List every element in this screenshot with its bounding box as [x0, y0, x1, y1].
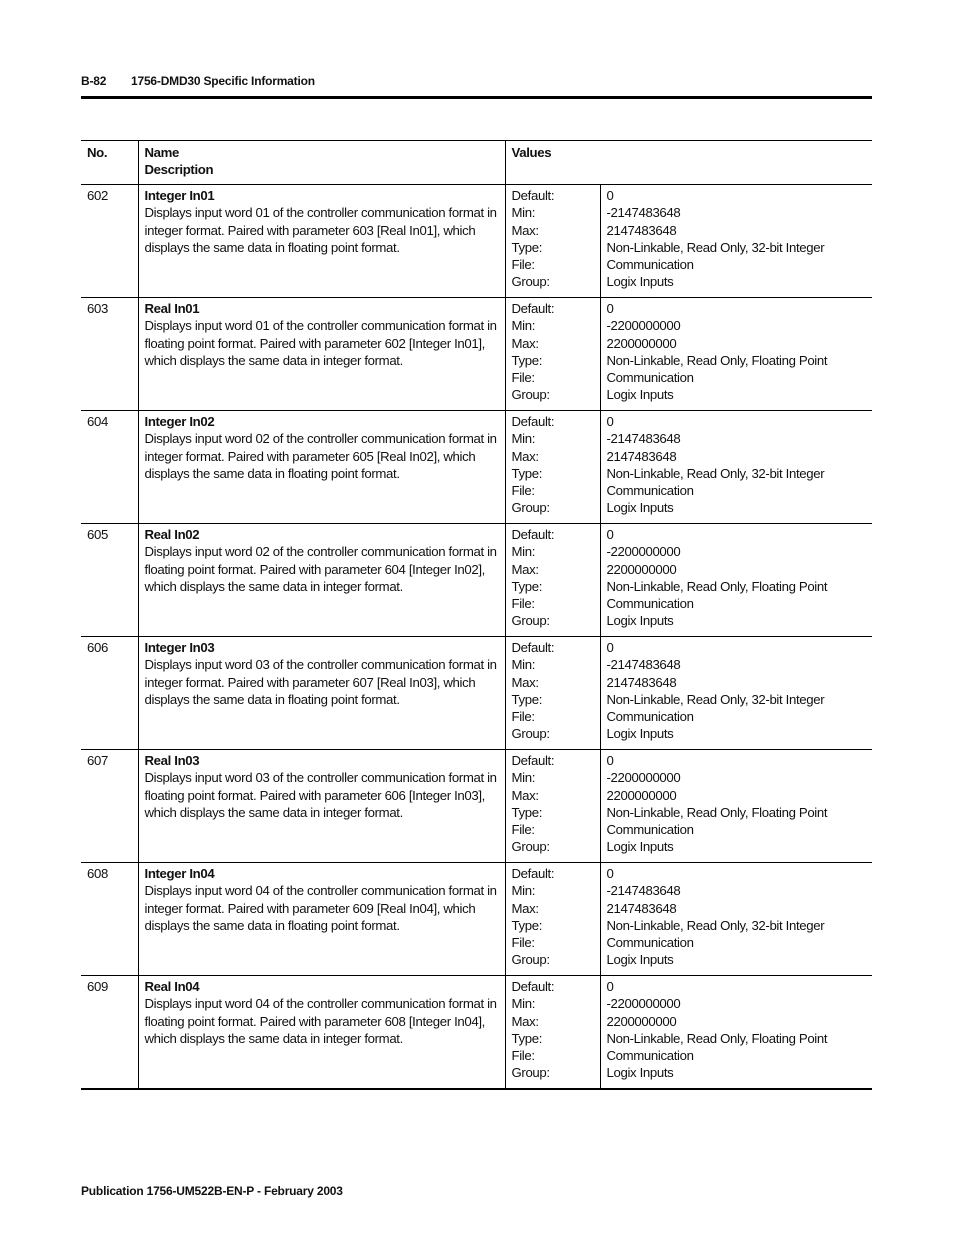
value-labels [505, 976, 600, 1089]
parameter-name: Real In04 [144, 979, 200, 994]
parameter-name-description [138, 524, 505, 637]
value-label: Default: [511, 188, 555, 203]
parameter-values [600, 185, 872, 298]
parameter-name-description [138, 637, 505, 750]
table-row [81, 976, 872, 1089]
parameter-name: Integer In01 [144, 188, 215, 203]
value-label: Min: [511, 544, 536, 560]
parameter-value: -2147483648 [606, 657, 681, 673]
parameter-value: Communication [606, 370, 694, 386]
table-row [81, 411, 872, 524]
value-label: File: [511, 257, 535, 273]
parameter-number: 607 [87, 753, 108, 768]
page-number: B-82 [81, 74, 107, 88]
parameter-value: Logix Inputs [606, 500, 674, 516]
value-label: Default: [511, 640, 555, 655]
parameter-name: Integer In02 [144, 414, 215, 429]
parameter-number: 606 [87, 640, 108, 655]
value-label: Type: [511, 917, 543, 933]
parameter-description: Displays input word 01 of the controller communication format in floating point format. Paired with parameter 602 [Integer In01], which displays the same data in integer format. [144, 318, 497, 368]
value-label: Group: [511, 1065, 550, 1081]
parameter-value: -2147483648 [606, 431, 681, 447]
parameter-name: Integer In04 [144, 866, 215, 881]
parameter-value: Logix Inputs [606, 952, 674, 968]
value-label: Min: [511, 205, 536, 221]
parameter-value: Non-Linkable, Read Only, Floating Point [606, 352, 828, 368]
parameter-name-description [138, 863, 505, 976]
parameter-value: 0 [606, 301, 614, 316]
table-row [81, 298, 872, 411]
value-label: Default: [511, 753, 555, 768]
parameter-value: 2200000000 [606, 561, 677, 577]
value-label: File: [511, 483, 535, 499]
page-header [81, 74, 315, 88]
value-label: File: [511, 1048, 535, 1064]
value-labels [505, 750, 600, 863]
parameter-value: 2147483648 [606, 674, 677, 690]
parameter-values [600, 298, 872, 411]
parameter-value: Non-Linkable, Read Only, 32-bit Integer [606, 691, 825, 707]
value-labels [505, 524, 600, 637]
parameter-value: Non-Linkable, Read Only, 32-bit Integer [606, 917, 825, 933]
value-label: Type: [511, 578, 543, 594]
parameter-description: Displays input word 03 of the controller communication format in floating point format. Paired with parameter 606 [Integer In03], which displays the same data in integer format. [144, 770, 497, 820]
value-label: Group: [511, 613, 550, 629]
value-label: Default: [511, 301, 555, 316]
section-title: 1756-DMD30 Specific Information [131, 74, 315, 88]
parameter-value: 0 [606, 640, 614, 655]
parameter-number: 603 [87, 301, 108, 316]
parameter-name-description [138, 976, 505, 1089]
parameter-value: Logix Inputs [606, 387, 674, 403]
value-label: Max: [511, 674, 539, 690]
parameter-value: Logix Inputs [606, 1065, 674, 1081]
value-label: Group: [511, 500, 550, 516]
parameter-value: 2200000000 [606, 335, 677, 351]
parameter-number: 604 [87, 414, 108, 429]
parameter-value: Communication [606, 709, 694, 725]
parameter-name-description [138, 411, 505, 524]
value-label: Min: [511, 431, 536, 447]
parameter-value: 2200000000 [606, 1013, 677, 1029]
parameter-name-description [138, 185, 505, 298]
parameter-value: -2200000000 [606, 770, 681, 786]
parameter-description: Displays input word 02 of the controller communication format in floating point format. Paired with parameter 604 [Integer In02], which displays the same data in integer format. [144, 544, 497, 594]
parameter-value: Logix Inputs [606, 839, 674, 855]
parameter-value: 2147483648 [606, 222, 677, 238]
value-label: Group: [511, 839, 550, 855]
page-footer: Publication 1756-UM522B-EN-P - February 2003 [81, 1184, 343, 1198]
value-label: Max: [511, 1013, 539, 1029]
parameter-value: Non-Linkable, Read Only, Floating Point [606, 578, 828, 594]
header-rule [81, 96, 872, 99]
parameter-value: -2200000000 [606, 996, 681, 1012]
parameter-number: 602 [87, 188, 108, 203]
parameter-value: 0 [606, 188, 614, 203]
value-label: Max: [511, 448, 539, 464]
value-label: Min: [511, 770, 536, 786]
column-header-values: Values [505, 141, 872, 185]
table-row [81, 185, 872, 298]
parameter-value: 2200000000 [606, 787, 677, 803]
parameter-value: Communication [606, 822, 694, 838]
value-labels [505, 863, 600, 976]
parameter-values [600, 411, 872, 524]
parameter-value: -2200000000 [606, 544, 681, 560]
value-label: Max: [511, 787, 539, 803]
parameter-values [600, 976, 872, 1089]
value-label: File: [511, 935, 535, 951]
value-label: Min: [511, 996, 536, 1012]
parameter-value: Communication [606, 596, 694, 612]
table-row [81, 524, 872, 637]
value-labels [505, 411, 600, 524]
parameter-value: -2200000000 [606, 318, 681, 334]
parameter-value: 2147483648 [606, 448, 677, 464]
parameter-description: Displays input word 04 of the controller communication format in integer format. Paired with parameter 609 [Real In04], which displays the same data in floating point format. [144, 883, 497, 933]
column-header-name: Name [144, 145, 180, 160]
parameter-values [600, 524, 872, 637]
parameter-value: Logix Inputs [606, 613, 674, 629]
parameter-number: 608 [87, 866, 108, 881]
parameter-value: -2147483648 [606, 883, 681, 899]
value-label: Min: [511, 318, 536, 334]
parameter-value: 0 [606, 527, 614, 542]
parameter-name-description [138, 298, 505, 411]
parameter-number: 605 [87, 527, 108, 542]
column-header-description: Description [144, 162, 214, 178]
value-label: Group: [511, 274, 550, 290]
parameter-value: 0 [606, 979, 614, 994]
parameter-number: 609 [87, 979, 108, 994]
value-labels [505, 185, 600, 298]
value-label: File: [511, 596, 535, 612]
value-label: File: [511, 370, 535, 386]
value-label: Type: [511, 804, 543, 820]
parameter-description: Displays input word 02 of the controller communication format in integer format. Paired with parameter 605 [Real In02], which displays the same data in floating point format. [144, 431, 497, 481]
parameter-value: Non-Linkable, Read Only, Floating Point [606, 804, 828, 820]
value-label: Group: [511, 726, 550, 742]
value-label: Type: [511, 352, 543, 368]
table-row [81, 637, 872, 750]
parameter-name: Real In03 [144, 753, 200, 768]
parameter-value: 2147483648 [606, 900, 677, 916]
parameter-value: -2147483648 [606, 205, 681, 221]
value-label: Group: [511, 952, 550, 968]
column-header-no: No. [87, 145, 108, 160]
parameter-table [81, 140, 872, 1090]
value-label: Default: [511, 979, 555, 994]
value-labels [505, 298, 600, 411]
parameter-value: 0 [606, 414, 614, 429]
parameter-value: 0 [606, 866, 614, 881]
value-label: Default: [511, 866, 555, 881]
parameter-value: Non-Linkable, Read Only, Floating Point [606, 1030, 828, 1046]
value-label: Type: [511, 1030, 543, 1046]
value-label: Max: [511, 561, 539, 577]
parameter-name: Integer In03 [144, 640, 215, 655]
parameter-name: Real In01 [144, 301, 200, 316]
parameter-description: Displays input word 01 of the controller communication format in integer format. Paired with parameter 603 [Real In01], which displays the same data in floating point format. [144, 205, 497, 255]
parameter-values [600, 637, 872, 750]
value-label: Min: [511, 883, 536, 899]
parameter-value: Logix Inputs [606, 726, 674, 742]
parameter-value: Communication [606, 257, 694, 273]
value-labels [505, 637, 600, 750]
parameter-name: Real In02 [144, 527, 200, 542]
value-label: Max: [511, 900, 539, 916]
table-header-row [81, 141, 872, 185]
value-label: Min: [511, 657, 536, 673]
parameter-value: 0 [606, 753, 614, 768]
table-row [81, 863, 872, 976]
value-label: Default: [511, 414, 555, 429]
value-label: File: [511, 709, 535, 725]
column-header-name-description [138, 141, 505, 185]
parameter-description: Displays input word 03 of the controller communication format in integer format. Paired with parameter 607 [Real In03], which displays the same data in floating point format. [144, 657, 497, 707]
parameter-value: Non-Linkable, Read Only, 32-bit Integer [606, 465, 825, 481]
parameter-values [600, 750, 872, 863]
parameter-description: Displays input word 04 of the controller communication format in floating point format. Paired with parameter 608 [Integer In04], which displays the same data in integer format. [144, 996, 497, 1046]
parameter-value: Communication [606, 483, 694, 499]
parameter-value: Non-Linkable, Read Only, 32-bit Integer [606, 239, 825, 255]
value-label: Type: [511, 465, 543, 481]
parameter-value: Logix Inputs [606, 274, 674, 290]
value-label: Type: [511, 239, 543, 255]
value-label: Max: [511, 222, 539, 238]
parameter-value: Communication [606, 935, 694, 951]
table-row [81, 750, 872, 863]
value-label: File: [511, 822, 535, 838]
value-label: Default: [511, 527, 555, 542]
parameter-name-description [138, 750, 505, 863]
parameter-value: Communication [606, 1048, 694, 1064]
parameter-values [600, 863, 872, 976]
value-label: Group: [511, 387, 550, 403]
value-label: Max: [511, 335, 539, 351]
value-label: Type: [511, 691, 543, 707]
